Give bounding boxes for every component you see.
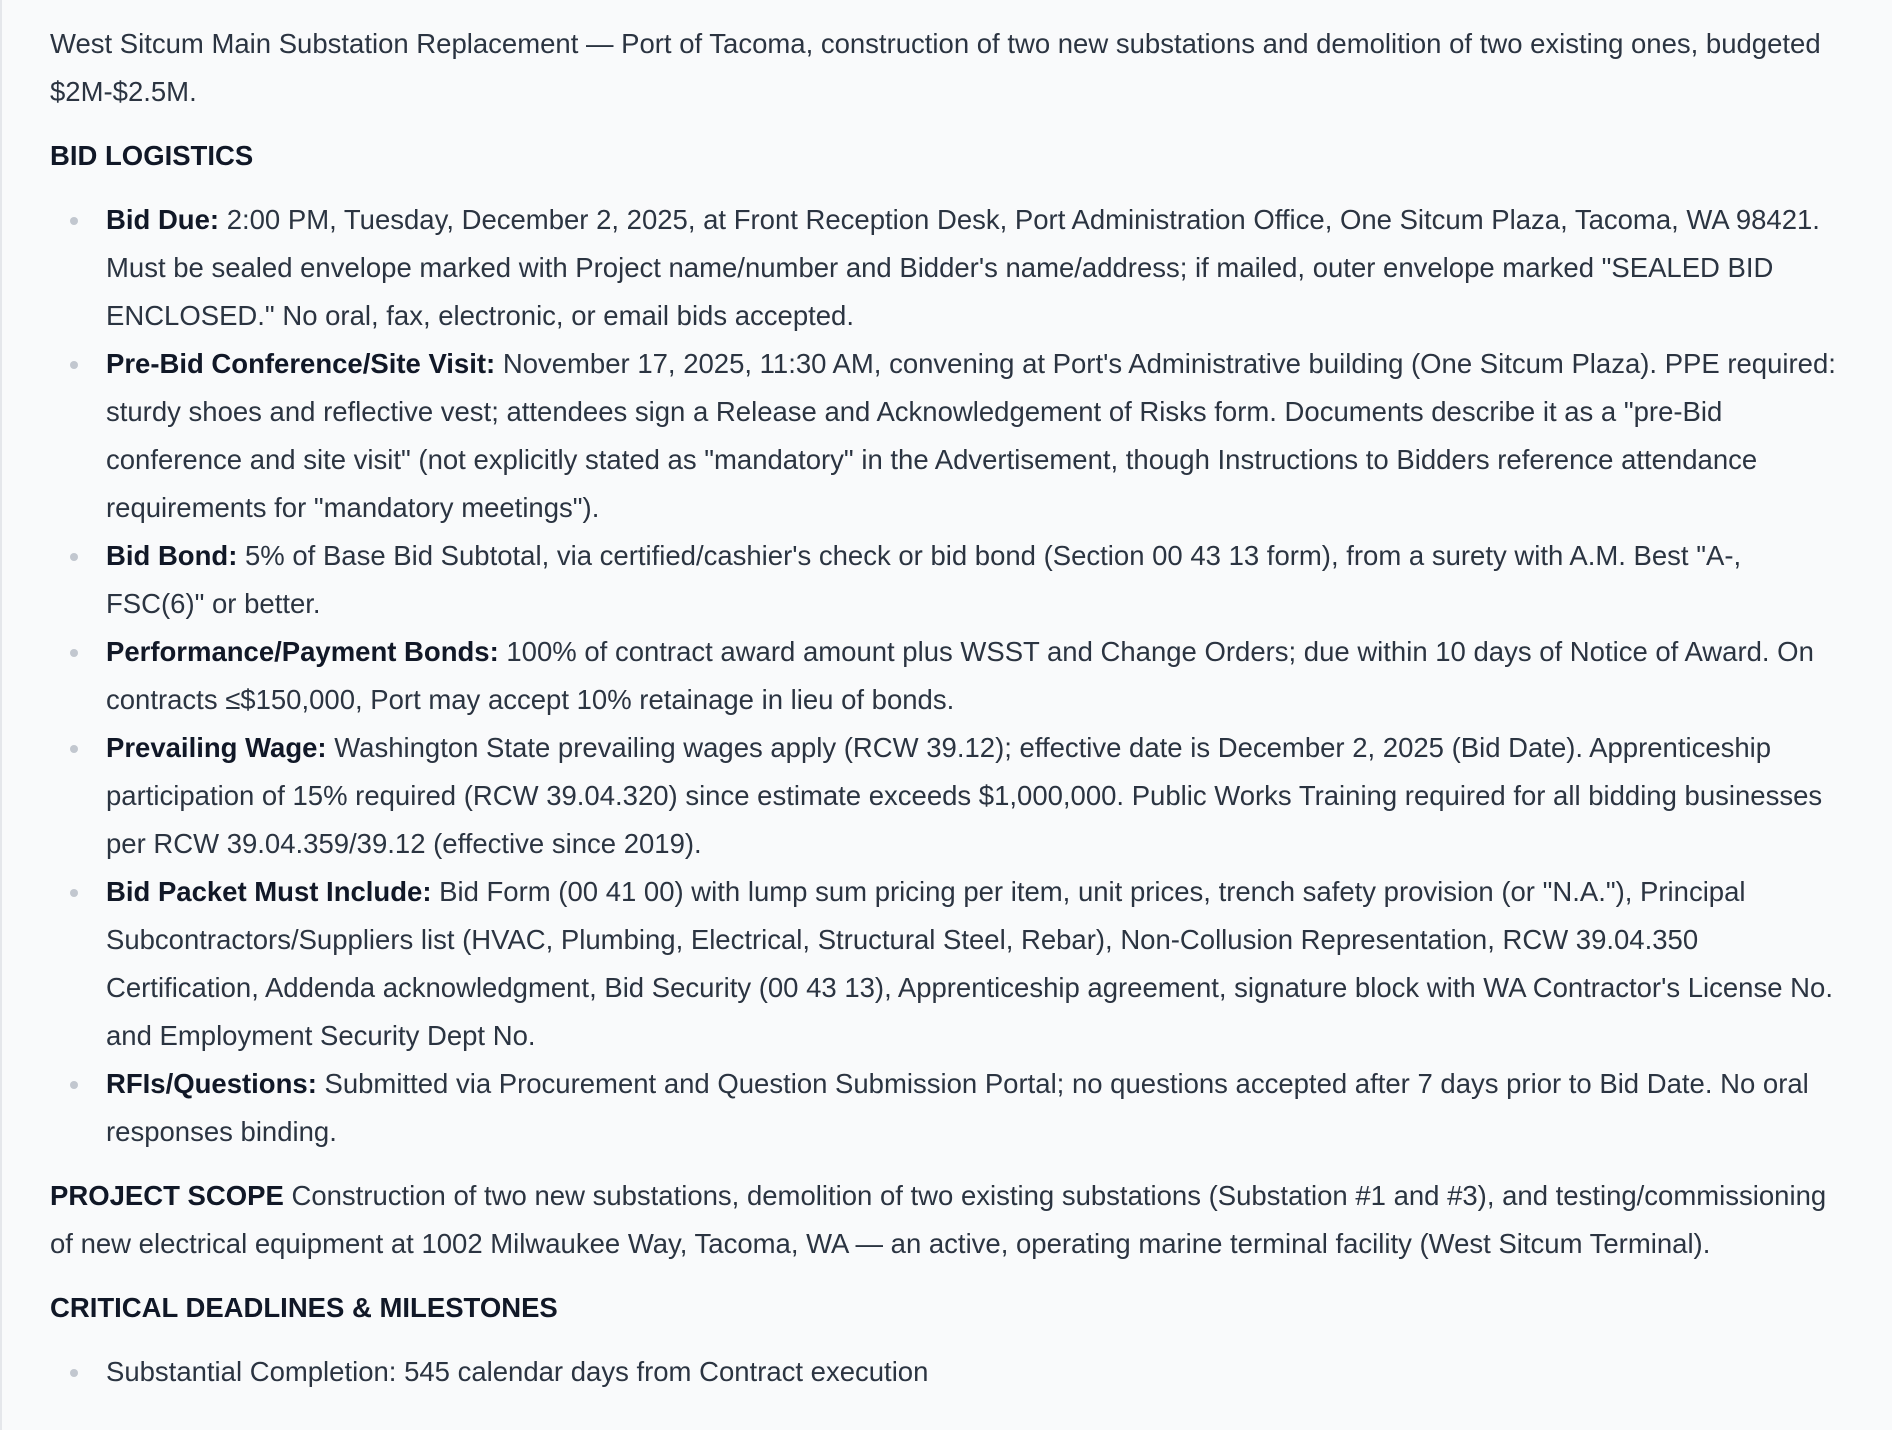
item-text: Bid Form (00 41 00) with lump sum pricing per item, unit prices, trench safety provision (or "N.A."), Principal Subcontractors/Suppliers list (HVAC, Plumbing, Electrical, Structural Steel, Rebar), Non-Collusion Representation, RCW 39.04.350 Certification, Addenda acknowledgment, Bid Security (00 43 13), Apprenticeship agreement, signature block with WA Contractor's License No. and Employment Security Dept No.	[106, 876, 1833, 1051]
item-term: Pre-Bid Conference/Site Visit:	[106, 348, 496, 379]
critical-deadlines-list	[50, 1348, 1840, 1396]
item-term: Performance/Payment Bonds:	[106, 636, 499, 667]
intro-paragraph: West Sitcum Main Substation Replacement — Port of Tacoma, construction of two new substations and demolition of two existing ones, budgeted $2M-$2.5M.	[50, 28, 1821, 107]
item-term: Prevailing Wage:	[106, 732, 327, 763]
list-item-pre-bid-conference	[50, 340, 1840, 532]
item-text: 2:00 PM, Tuesday, December 2, 2025, at Front Reception Desk, Port Administration Office, One Sitcum Plaza, Tacoma, WA 98421. Must be sealed envelope marked with Project name/number and Bidder's name/address; if mailed, outer envelope marked "SEALED BID ENCLOSED." No oral, fax, electronic, or email bids accepted.	[106, 204, 1820, 331]
item-text: 5% of Base Bid Subtotal, via certified/cashier's check or bid bond (Section 00 43 13 form), from a surety with A.M. Best "A-, FSC(6)" or better.	[106, 540, 1742, 619]
item-text: Substantial Completion: 545 calendar days from Contract execution	[106, 1356, 929, 1387]
list-item-prevailing-wage	[50, 724, 1840, 868]
list-item-bid-packet	[50, 868, 1840, 1060]
bid-logistics-heading: BID LOGISTICS	[50, 140, 254, 171]
item-text: Submitted via Procurement and Question Submission Portal; no questions accepted after 7 days prior to Bid Date. No oral responses binding.	[106, 1068, 1809, 1147]
left-border	[0, 0, 2, 1430]
item-term: Bid Bond:	[106, 540, 238, 571]
item-text: November 17, 2025, 11:30 AM, convening at Port's Administrative building (One Sitcum Plaza). PPE required: sturdy shoes and reflective vest; attendees sign a Release and Acknowledgement of Risks form. Documents describe it as a "pre-Bid conference and site visit" (not explicitly stated as "mandatory" in the Advertisement, though Instructions to Bidders reference attendance requirements for "mandatory meetings").	[106, 348, 1836, 523]
item-term: Bid Packet Must Include:	[106, 876, 432, 907]
list-item-substantial-completion	[50, 1348, 1840, 1396]
item-text: 100% of contract award amount plus WSST and Change Orders; due within 10 days of Notice of Award. On contracts ≤$150,000, Port may accept 10% retainage in lieu of bonds.	[106, 636, 1814, 715]
message-content	[50, 20, 1840, 1412]
item-term: RFIs/Questions:	[106, 1068, 317, 1099]
item-text: Washington State prevailing wages apply (RCW 39.12); effective date is December 2, 2025 (Bid Date). Apprenticeship participation of 15% required (RCW 39.04.320) since estimate exceeds $1,000,000. Public Works Training required for all bidding businesses per RCW 39.04.359/39.12 (effective since 2019).	[106, 732, 1823, 859]
critical-deadlines-heading: CRITICAL DEADLINES & MILESTONES	[50, 1292, 558, 1323]
project-scope-heading: PROJECT SCOPE	[50, 1180, 284, 1211]
project-scope-paragraph	[50, 1172, 1840, 1268]
list-item-bid-due	[50, 196, 1840, 340]
item-term: Bid Due:	[106, 204, 220, 235]
list-item-performance-bonds	[50, 628, 1840, 724]
bid-logistics-list	[50, 196, 1840, 1156]
list-item-bid-bond	[50, 532, 1840, 628]
list-item-rfis	[50, 1060, 1840, 1156]
project-scope-text: Construction of two new substations, demolition of two existing substations (Substation #1 and #3), and testing/commissioning of new electrical equipment at 1002 Milwaukee Way, Tacoma, WA — an active, operating marine terminal facility (West Sitcum Terminal).	[50, 1180, 1827, 1259]
